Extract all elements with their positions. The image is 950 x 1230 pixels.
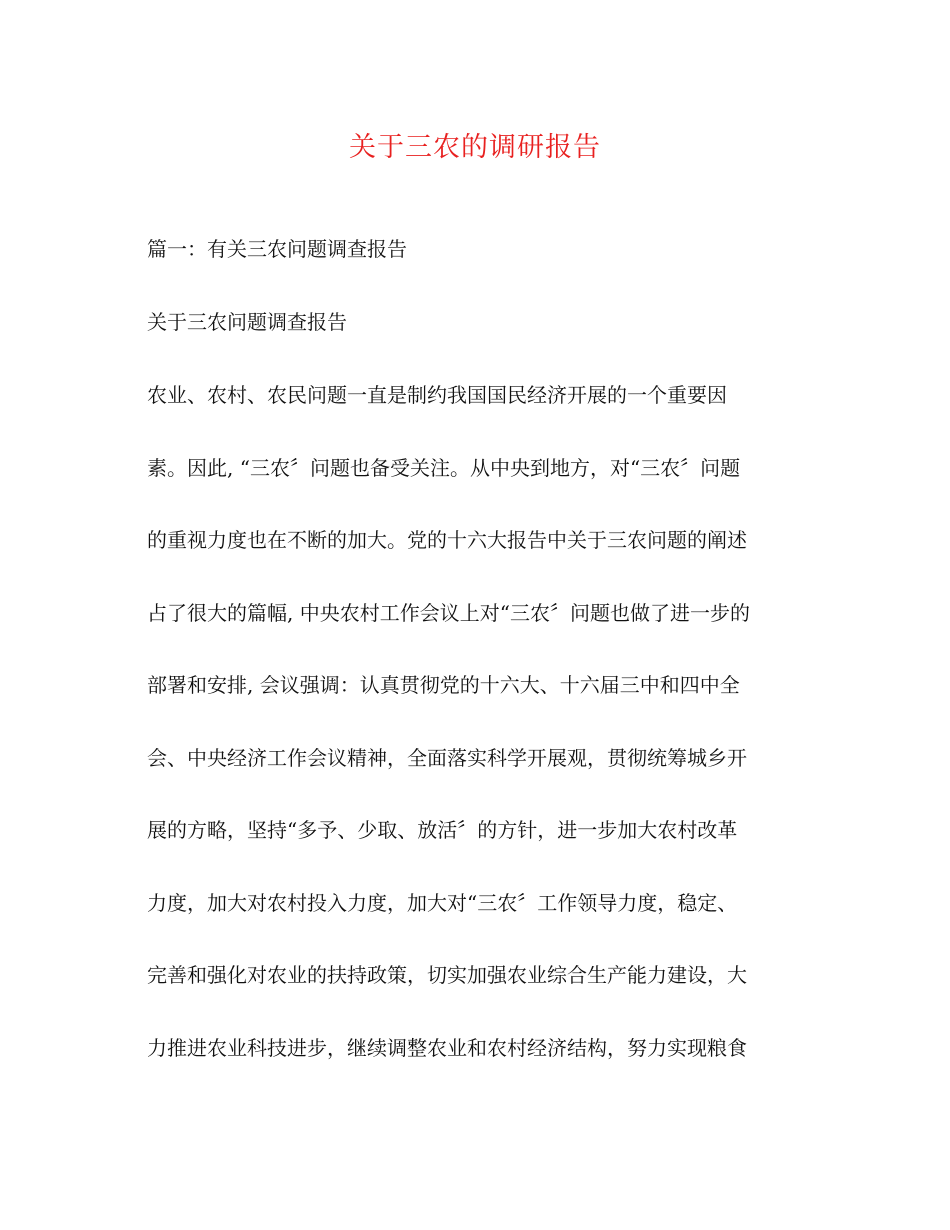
body-line: 素。因此, “三农〞问题也备受关注。从中央到地方，对“三农〞问题 — [147, 455, 741, 480]
body-line: 展的方略，坚持“多予、少取、放活〞的方针，进一步加大农村改革 — [147, 818, 738, 842]
body-line: 完善和强化对农业的扶持政策，切实加强农业综合生产能力建设，大 — [147, 963, 747, 987]
document-title: 关于三农的调研报告 — [349, 132, 601, 163]
body-line: 力度，加大对农村投入力度，加大对“三农〞工作领导力度，稳定、 — [147, 890, 738, 915]
body-line: 部署和安排, 会议强调：认真贯彻党的十六大、十六届三中和四中全 — [147, 673, 740, 697]
sub-heading: 关于三农问题调查报告 — [147, 310, 347, 334]
section-heading: 篇一：有关三农问题调查报告 — [147, 237, 407, 261]
body-line: 力推进农业科技进步，继续调整农业和农村经济结构，努力实现粮食 — [147, 1035, 747, 1060]
body-line: 会、中央经济工作会议精神，全面落实科学开展观，贯彻统筹城乡开 — [147, 745, 747, 770]
body-paragraph — [147, 380, 807, 1105]
body-line: 占了很大的篇幅, 中央农村工作会议上对“三农〞问题也做了进一步的 — [147, 600, 750, 625]
body-line: 农业、农村、农民问题一直是制约我国国民经济开展的一个重要因 — [147, 383, 727, 407]
body-line: 的重视力度也在不断的加大。党的十六大报告中关于三农问题的阐述 — [147, 528, 747, 552]
